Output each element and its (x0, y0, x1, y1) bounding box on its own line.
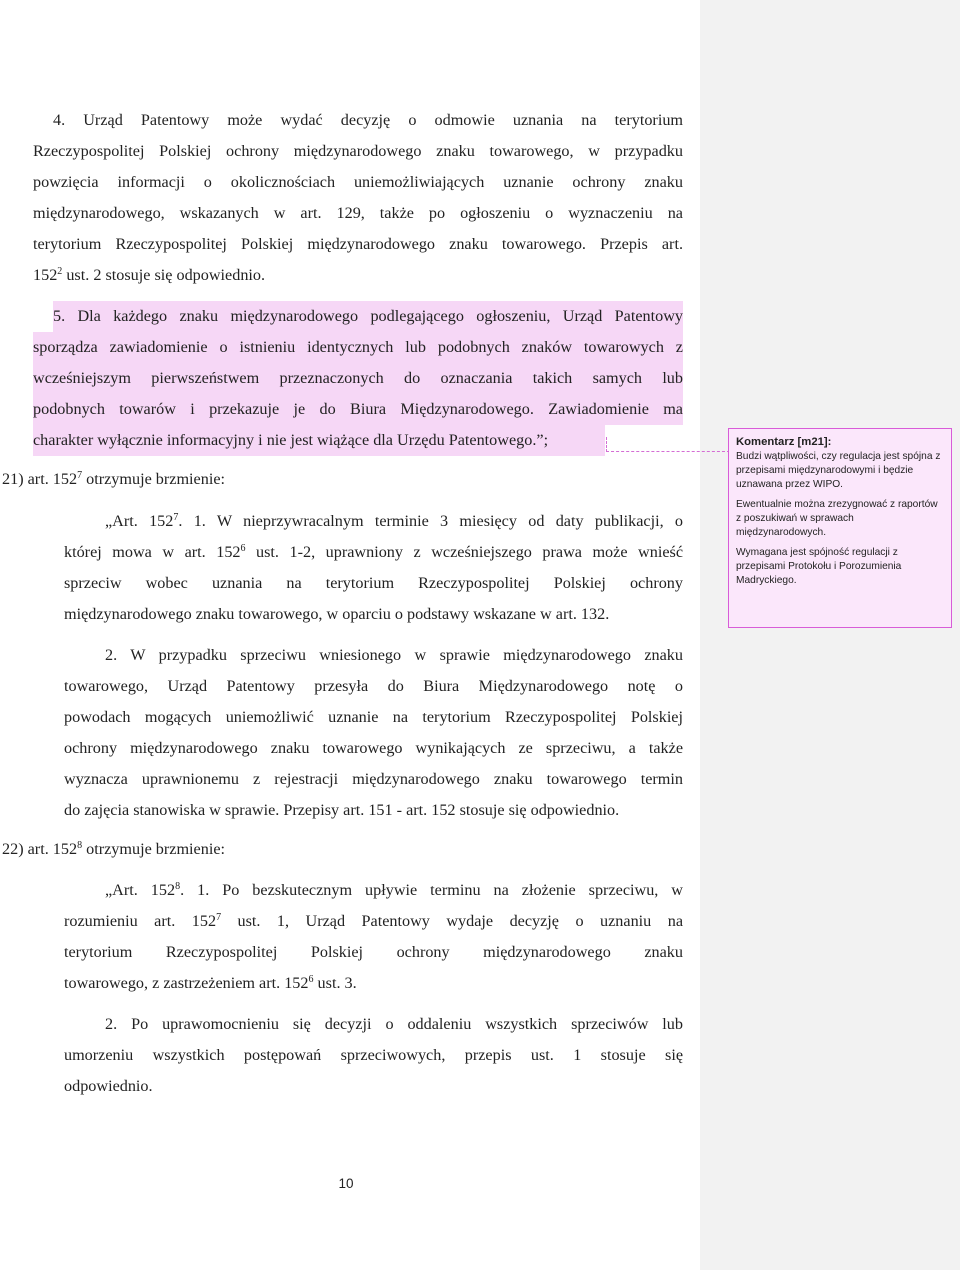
text-line: 4. Urząd Patentowy może wydać decyzję o odmowie uznania na terytorium (53, 111, 683, 129)
text-line: 5. Dla każdego znaku międzynarodowego podlegającego ogłoszeniu, Urząd Patentowy (53, 301, 683, 332)
text-line: sporządza zawiadomienie o istnieniu identycznych lub podobnych znaków towarowych z (33, 332, 683, 363)
art-152-7-para-1: „Art. $152^7$. 1. W nieprzywracalnym terminie 3 miesięcy od daty publikacji, o której mowa w art. $152^6$ ust. 1-2, uprawniony z wcześniejszego prawa może wnieść sprzeciw wobec uznania na terytorium Rzeczypospolitej Polskiej ochrony międzynarodowego znaku towarowego, w oparciu o podstawy wskazane w art. 132. (64, 512, 684, 623)
text-line: powzięcia informacji o okolicznościach uniemożliwiających uznanie ochrony znaku (33, 173, 683, 191)
text-line: podobnych towarów i przekazuje je do Biura Międzynarodowego. Zawiadomienie ma (33, 394, 683, 425)
art-152-7-para-2: 2. W przypadku sprzeciwu wniesionego w sprawie międzynarodowego znaku towarowego, Urząd Patentowy przesyła do Biura Międzynarodowego notę o powodach mogących uniemożliwić uznanie na terytorium Rzeczypospolitej Polskiej ochrony międzynarodowego znaku towarowego wynikających ze sprzeciwu, a także wyznacza uprawnionemu z rejestracji międzynarodowego znaku towarowego termin do zajęcia stanowiska w sprawie. Przepisy art. 151 - art. 152 stosuje się odpowiednio. (64, 646, 683, 819)
text-line: charakter wyłącznie informacyjny i nie jest wiążące dla Urzędu Patentowego.”; (33, 425, 605, 456)
comment-text: Budzi wątpliwości, czy regulacja jest spójna z przepisami międzynarodowymi i będzie uznawana przez WIPO. (736, 451, 941, 490)
text-line: $152^2$ ust. 2 stosuje się odpowiednio. (33, 266, 266, 284)
text-line: międzynarodowego, wskazanych w art. 129, także po ogłoszeniu o wyznaczeniu na (33, 204, 683, 222)
comment-text: Wymagana jest spójność regulacji z przepisami Protokołu i Porozumienia Madryckiego. (736, 547, 902, 586)
comment-anchor-line (606, 437, 607, 452)
art-152-8-para-2: 2. Po uprawomocnieniu się decyzji o oddaleniu wszystkich sprzeciwów lub umorzeniu wszystkich postępowań sprzeciwowych, przepis ust. 1 stosuje się odpowiednio. (64, 1015, 683, 1095)
text-line: terytorium Rzeczypospolitej Polskiej międzynarodowego znaku towarowego. Przepis art. (33, 235, 683, 253)
text-line: Rzeczypospolitej Polskiej ochrony międzynarodowego znaku towarowego, w przypadku (33, 142, 683, 160)
comment-balloon[interactable] (728, 428, 952, 628)
paragraph-5-commented[interactable] (33, 301, 683, 456)
text-line: wcześniejszym pierwszeństwem przeznaczonych do oznaczania takich samych lub (33, 363, 683, 394)
comments-margin (700, 0, 960, 1270)
comment-text: Ewentualnie można zrezygnować z raportów z poszukiwań w sprawach międzynarodowych. (736, 499, 938, 538)
item-21: 21) art. $152^7$ otrzymuje brzmienie: (2, 470, 226, 488)
item-22: 22) art. $152^8$ otrzymuje brzmienie: (2, 840, 226, 858)
comment-title: Komentarz [m21]: (736, 436, 832, 448)
page-number: 10 (338, 1176, 354, 1191)
comment-connector (606, 451, 730, 452)
art-152-8-para-1: „Art. $152^8$. 1. Po bezskutecznym upływie terminu na złożenie sprzeciwu, w rozumieniu art. $152^7$ ust. 1, Urząd Patentowy wydaje decyzję o uznaniu na terytorium Rzeczypospolitej Polskiej ochrony międzynarodowego znaku towarowego, z zastrzeżeniem art. $152^6$ ust. 3. (64, 881, 684, 992)
paragraph-4 (33, 105, 683, 291)
